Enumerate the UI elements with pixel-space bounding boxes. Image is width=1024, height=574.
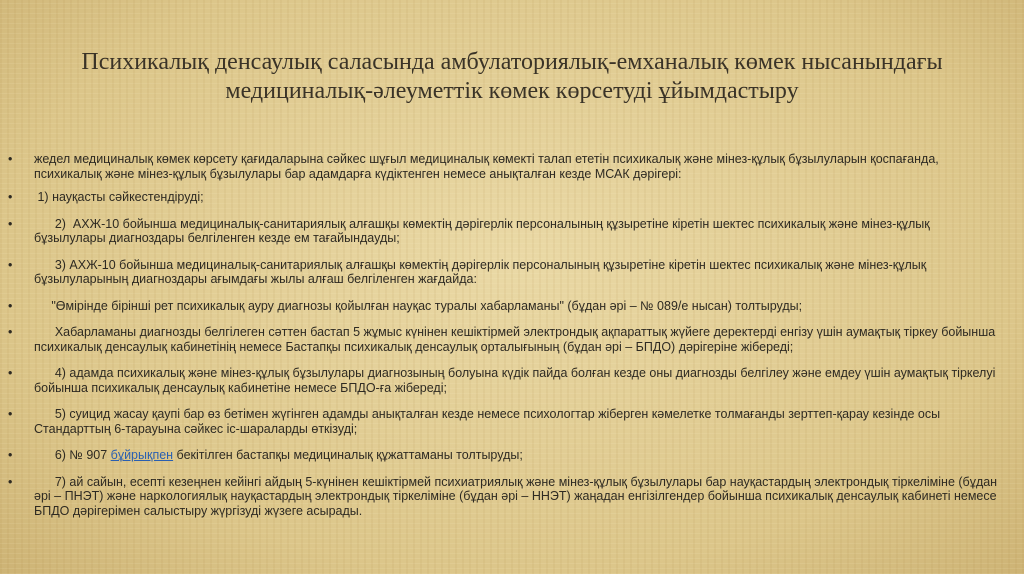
list-item — [4, 217, 1004, 246]
list-item-text: 1) науқасты сәйкестендіруді; — [34, 190, 204, 204]
list-item-text: 7) ай сайын, есепті кезеңнен кейінгі айдың 5-күнінен кешіктірмей психиатриялық және мінез-құлық бұзылулары бар науқастардың электрондық тіркеліміне (бұдан әрі – ПНЭТ) және наркологиялық науқастардың электрондық тіркеліміне (бұдан әрі – ННЭТ) жаңадан енгізілгендер бойынша психикалық денсаулық кабинеті немесе БПДО дәрігерімен салыстыру жүргізуді жүзеге асырады. — [34, 474, 1001, 518]
list-item — [4, 407, 1004, 436]
list-item-text: 3) АХЖ-10 бойынша медициналық-санитариялық алғашқы көмектің дәрігерлік персоналының құзыретіне кіретін шектес психикалық және мінез-құлық бұзылуларының диагноздары ағымдағы жылы алғаш белгіленген жағдайда: — [34, 257, 930, 286]
order-link[interactable]: бұйрықпен — [110, 448, 174, 462]
list-item — [4, 299, 1004, 314]
bullet-icon: • — [8, 448, 13, 462]
list-item — [4, 325, 1004, 354]
bullet-list — [4, 152, 1004, 530]
list-item-text: 4) адамда психикалық және мінез-құлық бұзылулары диагнозының болуына күдік пайда болған кезде оны диагнозды белгілеу және емдеу үшін аумақтық тіркелуі бойынша психикалық денсаулық кабинетіне немесе БПДО-ға жібереді; — [34, 366, 999, 395]
bullet-icon: • — [8, 325, 13, 339]
bullet-icon: • — [8, 216, 13, 231]
slide-title: Психикалық денсаулық саласында амбулаториялық-емханалық көмек нысанындағы медициналық-әлеуметтік көмек көрсетуді ұйымдастыру — [81, 49, 943, 104]
list-item — [4, 448, 1004, 463]
list-item-text-before: 6) № 907 — [34, 448, 111, 462]
list-item-text: Хабарламаны диагнозды белгілеген сәттен бастап 5 жұмыс күнінен кешіктірмей электрондық ақпараттық жүйеге деректерді енгізу үшін аумақтық тіркеу бойынша психикалық денсаулық кабинетінің немесе Бастапқы психикалық денсаулық орталығының (бұдан әрі – БПДО) дәрігеріне жібереді; — [34, 325, 999, 354]
bullet-icon: • — [8, 298, 13, 313]
list-item — [4, 258, 1004, 287]
list-item-text: жедел медициналық көмек көрсету қағидаларына сәйкес шұғыл медициналық көмекті талап ететін психикалық және мінез-құлық бұзылуларын қоспағанда, психикалық және мінез-құлық бұзылулары бар адамдарға күдіктенген немесе анықталған кезде МСАК дәрігері: — [34, 152, 939, 181]
list-item-text: 5) суицид жасау қаупі бар өз бетімен жүгінген адамды анықталған кезде немесе психологтар жіберген кәмелетке толмағанды зерттеп-қарау кезінде осы Стандарттың 6-тарауына сәйкес іс-шараларды өткізуді; — [34, 407, 944, 436]
list-item-text-after: бекітілген бастапқы медициналық құжаттаманы толтыруды; — [173, 448, 523, 462]
list-item — [4, 475, 1004, 519]
bullet-icon: • — [8, 257, 13, 272]
list-item-text: "Өмірінде бірінші рет психикалық ауру диагнозы қойылған науқас туралы хабарламаны" (бұдан әрі – № 089/е нысан) толтыруды; — [34, 298, 803, 313]
list-item — [4, 190, 1004, 205]
list-item — [4, 152, 1004, 181]
bullet-icon: • — [8, 190, 13, 204]
list-item-text: 2) АХЖ-10 бойынша медициналық-санитариялық алғашқы көмектің дәрігерлік персоналының құзыретіне кіретін шектес психикалық және мінез-құлық бұзылулары диагноздары белгіленген кезде ем тағайындауды; — [34, 216, 934, 245]
bullet-icon: • — [8, 152, 13, 166]
bullet-icon: • — [8, 366, 13, 380]
bullet-icon: • — [8, 407, 13, 421]
bullet-icon: • — [8, 474, 13, 489]
list-item — [4, 366, 1004, 395]
